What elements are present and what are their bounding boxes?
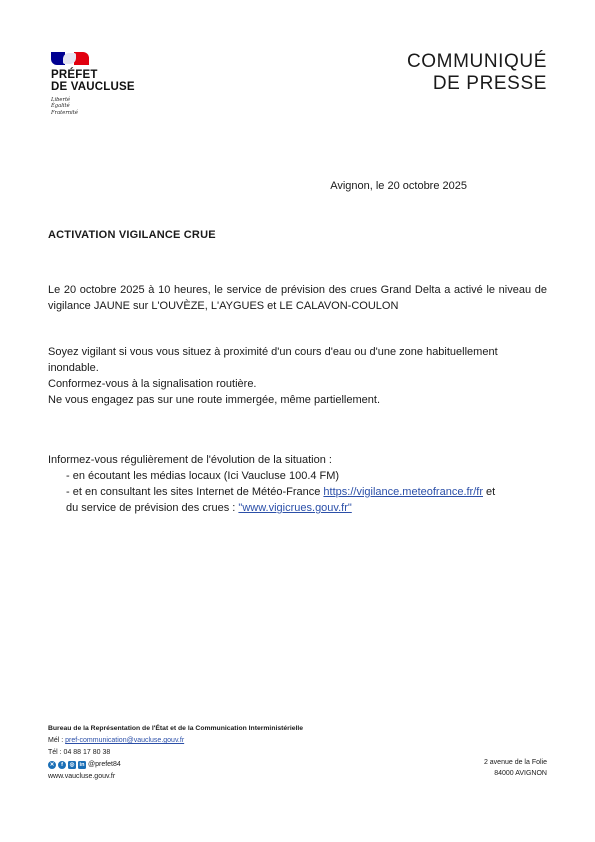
instagram-icon[interactable]: ◎ (69, 762, 75, 768)
document-date: Avignon, le 20 octobre 2025 (330, 180, 467, 192)
x-icon[interactable]: ✕ (49, 762, 55, 768)
paragraph-advice (48, 344, 547, 408)
email-link[interactable]: pref-communication@vaucluse.gouv.fr (65, 737, 185, 744)
footer-website: www.vaucluse.gouv.fr (48, 773, 116, 780)
prefet-title: PRÉFET DE VAUCLUSE (51, 69, 135, 93)
facebook-icon[interactable]: f (58, 761, 66, 769)
advice-line: Ne vous engagez pas sur une route immergée, même partiellement. (48, 394, 381, 406)
prefecture-logo (51, 50, 161, 116)
footer-address: 2 avenue de la Folie 84000 AVIGNON (483, 759, 547, 777)
info-intro: Informez-vous régulièrement de l'évolution de la situation : (48, 454, 332, 466)
meteofrance-link[interactable]: https://vigilance.meteofrance.fr/fr (323, 486, 483, 498)
info-item-vigicrues: du service de prévision des crues : "www.vigicrues.gouv.fr" (66, 502, 352, 514)
linkedin-icon[interactable]: in (79, 762, 85, 768)
social-handle: @prefet84 (88, 761, 121, 768)
footer-tel: Tél : 04 88 17 80 38 (48, 749, 111, 756)
advice-line: Conformez-vous à la signalisation routière. (48, 378, 257, 390)
info-item-radio: - en écoutant les médias locaux (Ici Vaucluse 100.4 FM) (66, 470, 340, 482)
press-heading: ACTIVATION VIGILANCE CRUE (48, 229, 216, 241)
paragraph-information (48, 452, 547, 516)
footer-mel: Mél : pref-communication@vaucluse.gouv.fr (48, 737, 185, 744)
vigicrues-link[interactable]: "www.vigicrues.gouv.fr" (238, 502, 352, 514)
paragraph-alert: Le 20 octobre 2025 à 10 heures, le service de prévision des crues Grand Delta a activé le niveau de vigilance JAUNE sur L'OUVÈZE, L'AYGUES et LE CALAVON-COULON (48, 284, 547, 312)
document-title: COMMUNIQUÉ DE PRESSE (406, 51, 547, 94)
republic-motto: Liberté Égalité Fraternité (51, 97, 78, 116)
marianne-logo-icon (51, 50, 91, 66)
social-links (48, 759, 303, 771)
advice-line: Soyez vigilant si vous vous situez à proximité d'un cours d'eau ou d'une zone habituellement inondable. (48, 346, 498, 374)
info-item-meteofrance: - et en consultant les sites Internet de Météo-France https://vigilance.meteofrance.fr/fr et (66, 486, 496, 498)
footer-contact (48, 723, 303, 783)
footer-bureau: Bureau de la Représentation de l'État et de la Communication Interministérielle (48, 725, 304, 732)
